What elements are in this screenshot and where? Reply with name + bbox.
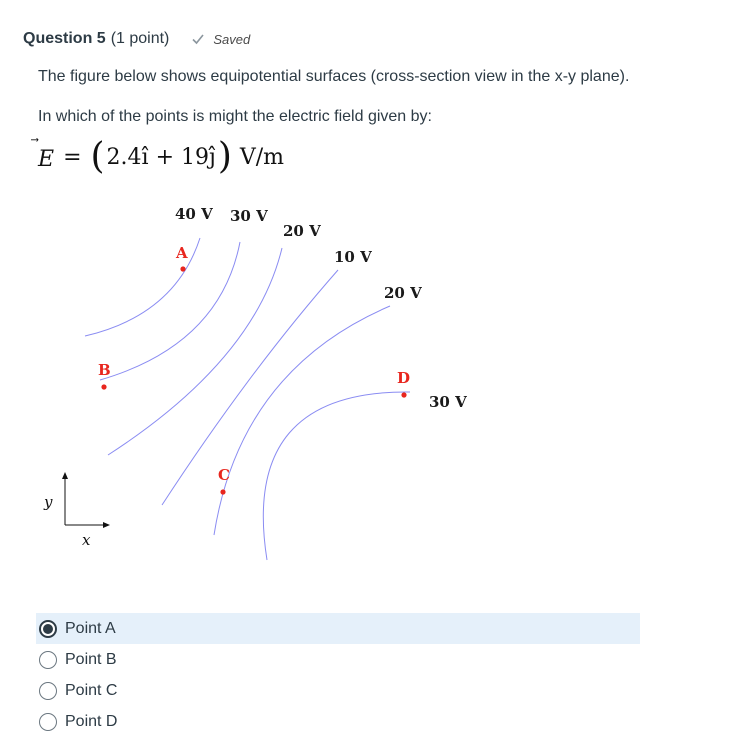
radio-point-d[interactable] (39, 713, 57, 731)
x-axis-arrow (103, 522, 110, 528)
line-label-40v: 40 V (175, 205, 213, 223)
line-label-30v-left: 30 V (230, 207, 268, 225)
point-b-label: B (98, 361, 111, 379)
question-points: (1 point) (110, 30, 170, 47)
radio-point-c[interactable] (39, 682, 57, 700)
y-axis-arrow (62, 472, 68, 479)
equation-paren-close: ) (217, 136, 232, 177)
saved-status-text: Saved (213, 31, 251, 47)
equipotential-line-30v-right (263, 392, 410, 560)
line-label-20v-left: 20 V (283, 222, 321, 240)
question-prompt-field: In which of the points is might the electric field given by: (38, 108, 432, 125)
equation-unit: V/m (239, 144, 285, 170)
point-d-label: D (397, 369, 411, 387)
question-prompt-figure: The figure below shows equipotential surfaces (cross-section view in the x-y plane). (38, 68, 630, 85)
equipotential-lines (85, 238, 410, 560)
radio-point-b[interactable] (39, 651, 57, 669)
marked-points (101, 266, 406, 494)
x-axis-label: x (82, 531, 91, 549)
question-title: Question 5 (23, 30, 106, 47)
line-label-10v: 10 V (334, 248, 372, 266)
question-header (23, 28, 250, 50)
point-b-dot (101, 384, 106, 389)
equation-paren-open: ( (90, 136, 105, 177)
equipotential-line-10v (162, 270, 338, 505)
point-a-dot (180, 266, 185, 271)
answer-options (36, 613, 640, 737)
option-label-point-c: Point C (65, 681, 118, 699)
field-equation (38, 134, 284, 180)
option-label-point-a: Point A (65, 619, 116, 637)
point-c-dot (220, 489, 225, 494)
check-icon (191, 32, 205, 46)
equation-vector-e: E (38, 146, 55, 172)
equipotential-line-20v-left (108, 248, 282, 455)
point-a-label: A (176, 244, 188, 262)
radio-point-a[interactable] (39, 620, 57, 638)
saved-status (191, 32, 250, 47)
point-d-dot (401, 392, 406, 397)
equation-value: 2.4î + 19ĵ (106, 144, 216, 170)
line-label-30v-right: 30 V (429, 393, 467, 411)
option-point-a[interactable] (36, 613, 640, 644)
option-point-b[interactable] (36, 644, 640, 675)
coordinate-axes (43, 472, 110, 549)
option-point-c[interactable] (36, 675, 640, 706)
equipotential-figure (0, 190, 750, 590)
option-point-d[interactable] (36, 706, 640, 737)
point-c-label: C (218, 466, 230, 484)
line-label-20v-right: 20 V (384, 284, 422, 302)
option-label-point-d: Point D (65, 712, 118, 730)
option-label-point-b: Point B (65, 650, 117, 668)
equation-equals: = (63, 144, 82, 170)
y-axis-label: y (44, 493, 53, 511)
equipotential-line-30v-left (100, 242, 240, 380)
